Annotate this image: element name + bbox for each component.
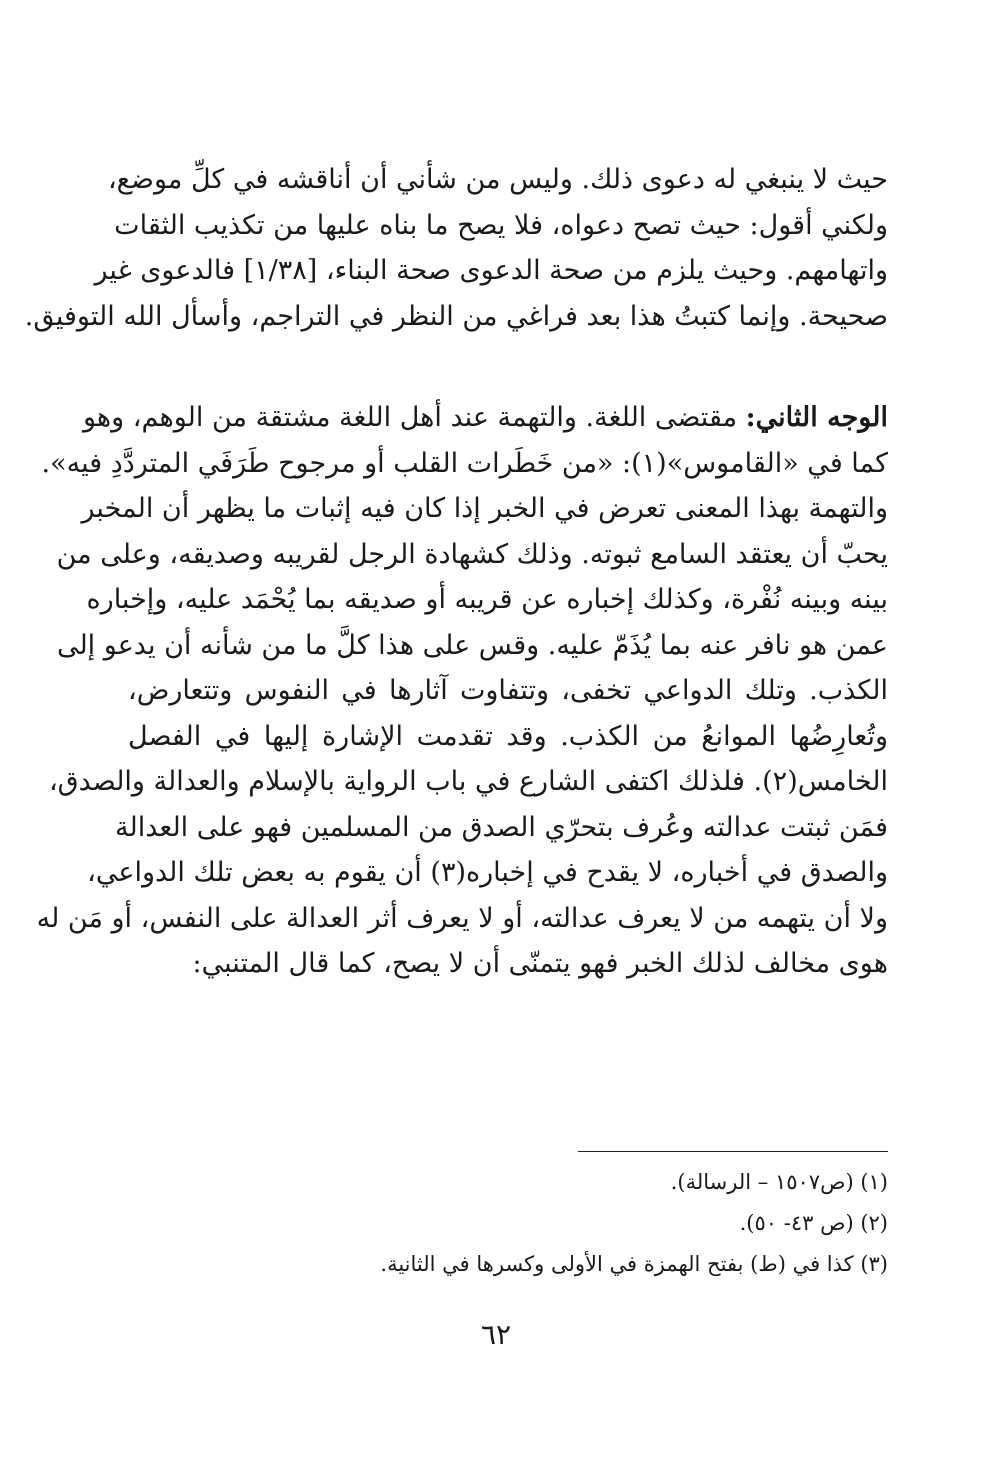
paragraph-1 (24, 157, 888, 339)
paragraph-2 (36, 395, 888, 987)
footnotes (128, 1162, 888, 1285)
text-line: فمَن ثبتت عدالته وعُرف بتحرّي الصدق من المسلمين فهو على العدالة (115, 811, 888, 843)
text-fragment: مقتضى اللغة. والتهمة عند أهل اللغة مشتقة من الوهم، وهو (82, 402, 738, 433)
text-line-first (82, 395, 888, 441)
footnote-divider (578, 1151, 888, 1152)
text-line: صحيحة. وإنما كتبتُ هذا بعد فراغي من النظر في التراجم، وأسأل الله التوفيق. (24, 300, 888, 332)
text-line: وتُعارِضُها الموانعُ من الكذب. وقد تقدمت الإشارة إليها في الفصل (128, 720, 888, 752)
text-line: كما في «القاموس»(١): «من خَطَرات القلب أو مرجوح طَرَفَي المتردَّدِ فيه». (41, 447, 888, 479)
footnote-3: (٣) كذا في (ط) بفتح الهمزة في الأولى وكسرها في الثانية. (380, 1252, 888, 1276)
text-line: والتهمة بهذا المعنى تعرض في الخبر إذا كان فيه إثبات ما يظهر أن المخبر (81, 493, 888, 524)
text-line: الخامس(٢). فلذلك اكتفى الشارع في باب الرواية بالإسلام والعدالة والصدق، (48, 766, 888, 797)
text-line: ولا أن يتهمه من لا يعرف عدالته، أو لا يعرف أثر العدالة على النفس، أو مَن له (36, 902, 888, 934)
text-line: واتهامهم. وحيث يلزم من صحة الدعوى صحة البناء، [١/٣٨] فالدعوى غير (94, 255, 888, 286)
text-line: هوى مخالف لذلك الخبر فهو يتمنّى أن لا يصح، كما قال المتنبي: (192, 948, 888, 979)
text-line: والصدق في أخباره، لا يقدح في إخباره(٣) أن يقوم به بعض تلك الدواعي، (87, 857, 888, 888)
footnote-1: (١) (ص١٥٠٧ – الرسالة). (670, 1170, 888, 1194)
text-line: حيث لا ينبغي له دعوى ذلك. وليس من شأني أن أناقشه في كلِّ موضع، (107, 164, 888, 195)
section-heading: الوجه الثاني: (745, 402, 888, 433)
text-line: بينه وبينه نُفْرة، وكذلك إخباره عن قريبه أو صديقه بما يُحْمَد عليه، وإخباره (86, 584, 888, 615)
text-line: الكذب. وتلك الدواعي تخفى، وتتفاوت آثارها في النفوس وتتعارض، (128, 675, 888, 706)
text-line: عمن هو نافر عنه بما يُذَمّ عليه. وقس على هذا كلَّ ما من شأنه أن يدعو إلى (56, 629, 888, 661)
footnote-2: (٢) (ص ٤٣- ٥٠). (739, 1211, 888, 1235)
text-line: ولكني أقول: حيث تصح دعواه، فلا يصح ما بناه عليها من تكذيب الثقات (114, 209, 888, 241)
text-line: يحبّ أن يعتقد السامع ثبوته. وذلك كشهادة الرجل لقريبه وصديقه، وعلى من (56, 538, 888, 570)
page-number: ٦٢ (480, 1318, 512, 1351)
